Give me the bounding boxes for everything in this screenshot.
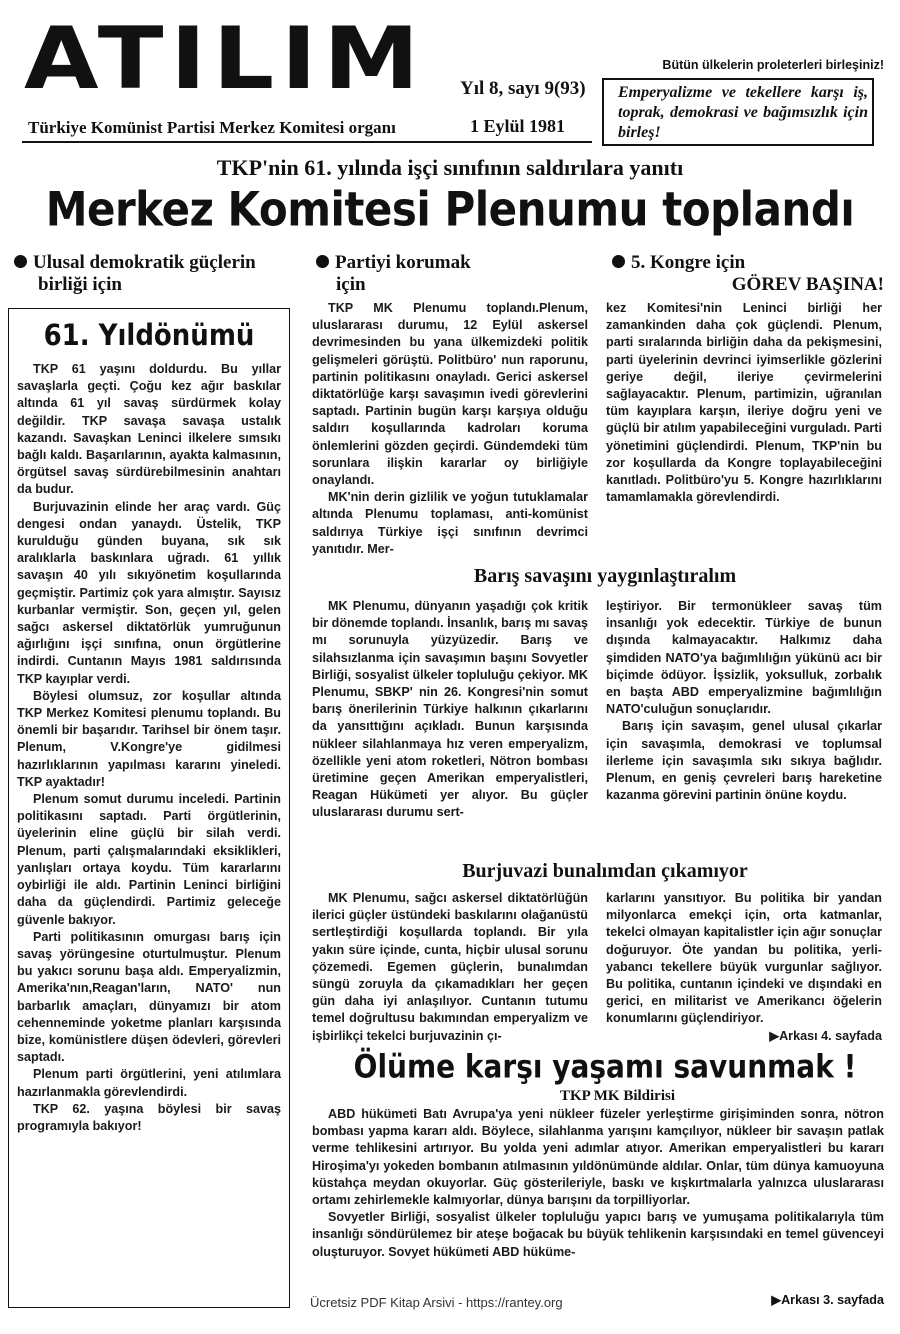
bourgeoisie-paragraph-1: MK Plenumu, sağcı askersel diktatörlüğün ilerici güçler üstündeki baskılarını olağanüstü sertleştirdiği koşullarda toplandı. Bir yıla yakın süre içinde, cunta, hiçbir ulusal sorunu çözemedi. Egemen güçlerin, bunalımdan süngü zoruyla da çıkamadıkları her geçen gün daha iyi anlaşılıyor. Cuntanın tutumu temel doğrultusu bakımından emperyalizm ve işbirlikçi tekelci burjuvazinin çı- [312,891,588,1043]
bourgeoisie-section-heading: Burjuvazi bunalımdan çıkamıyor [462,860,748,882]
bullet-head-2 [316,252,586,296]
main-headline: Merkez Komitesi Plenumu toplandı [45,182,855,237]
issue-date: 1 Eylül 1981 [470,116,566,136]
anniversary-paragraph: Parti politikasının omurgası barış için savaş yörüngesine oturtulmuştur. Plenum bu yakıcı sorunu başa aldı. Emperyalizmin, Amerika'nın,Reagan'ların, NATO' nun barbarlık amaçları, dünyamızı bir atom cehenneminde yoketme planları karşısında bize, komünistlere düşen ödevleri, görevleri saptadı. [17,929,281,1065]
anniversary-paragraph: Burjuvazinin elinde her araç vardı. Güç dengesi ondan yanaydı. Üstelik, TKP kurulduğu günden buyana, sık sık aralıklarla baskınlara uğradı. 61 yıllık savaşın 40 yılı sıkıyönetim koşullarında geçmiştir. Partimiz çok yara almıştır. Sayısız kurbanlar vermiştir. Son, geçen yıl, gelen sağcı askersel diktatörlük yumruğunun ağırlığını işçi sınıfına, onun örgütlerine indirdi. Cuntanın Mayıs 1981 saldırısında TKP kayıplar verdi. [17,499,281,686]
bullet-head-1 [14,252,294,296]
bullet-dot-icon [14,255,27,268]
bullet-head-2-line2: için [336,274,366,295]
peace-section-heading: Barış savaşını yaygınlaştıralım [473,565,737,587]
bullet-head-1-line1: Ulusal demokratik güçlerin [33,252,256,273]
peace-paragraph-2: leştiriyor. Bir termonükleer savaş tüm insanlığı yok edecektir. Türkiye de bunun dışında kalmayacaktır. Halkımız daha şimdiden NATO'ya bağımlılığın yükünü acı bir biçimde ödüyor. İşsizlik, yoksulluk, zorbalık en başta ABD emperyalizmine bağımlılığın NATO'culuğun sonuçlarıdır. [606,599,882,717]
footer-watermark: Ücretsiz PDF Kitap Arsivi - https://rantey.org [310,1295,563,1310]
peace-column-b [606,598,882,804]
anniversary-paragraph: Böylesi olumsuz, zor koşullar altında TKP Merkez Komitesi plenumu toplandı. Bu önemli bir başarıdır. Tarihsel bir önem taşır. Plenum, V.Kongre'ye gidilmesi hazırlıklarının yapılması kararını yineledi. TKP ayaktadır! [17,688,281,789]
lead-column-2 [312,300,588,558]
anniversary-paragraph: TKP 61 yaşını doldurdu. Bu yıllar savaşlarla geçti. Çoğu kez ağır baskılar altında 61 yıl savaş sürdürmek kolay değildir. TKP savaşa savaşa ustalık kazandı. Savaşkan Leninci ilkelere sımsıkı bağlı kaldı. Başarılarının, ayakta kalmasının, örgütsel savaş sürdürebilmesinin anahtarı da budur. [17,362,281,497]
masthead-subtitle: Türkiye Komünist Partisi Merkez Komitesi organı [28,118,396,137]
lead-paragraph-2: MK'nin derin gizlilik ve yoğun tutuklamalar altında Plenumu toplaması, anti-komünist saldırıya Türkiye işçi sınıfının devrimci yanıtıdır. Mer- [312,490,588,556]
bourgeoisie-column-a [312,890,588,1045]
anniversary-title: 61. Yıldönümü [43,319,255,353]
bullet-dot-icon [612,255,625,268]
life-section-heading: Ölüme karşı yaşamı savunmak ! [353,1047,857,1086]
anniversary-paragraph: Plenum somut durumu inceledi. Partinin politikasını saptadı. Parti örgütlerinin, üyelerinin eline güçlü bir silah verdi. Plenum, parti çalışmalarındaki eksiklikleri, yanlışları ortaya koydu. Tüm kararlarını oybirliği ile aldı. Partinin Leninci birliğini daha da güçlendirdi. Partimiz geleceğe güvenle bakıyor. [17,792,281,927]
bourgeoisie-paragraph-2: karlarını yansıtıyor. Bu politika bir yandan milyonlarca emekçi için, orta katmanlar, tekelci olmayan kapitalistler için ağır sonuçlar doğuruyor. Öte yandan bu politika, yerli-yabancı tekellere büyük vurgunlar sağlıyor. Bu politika, cuntanın içindeki ve dışındaki en gerici, en militarist ve Amerikancı öğelerin konumlarını güçlendiriyor. [606,891,882,1026]
peace-column-a [312,598,588,822]
lead-paragraph-3: kez Komitesi'nin Leninci birliği her zamankinden daha çok güçlendi. Plenum, parti sıralarında birliğin daha da pekişmesini, parti üyelerinin devrinci iyimserlikle gözlerini geriye değil, ileriye çevirmelerini sağlayacaktır. Plenum, partimizin, uğranılan tüm kayıplara karşın, ileriye doğru yeni ve güçlü bir atılım yapabileceğini vurguladı. Parti yönetimini güçlendirdi. Plenum, TKP'nin bu zor koşullarda da Kongre toplayabileceğini kanıtladı. Politbüro'yu 5. Kongre hazırlıklarını tamamlamakla görevlendirdi. [606,301,882,505]
life-paragraph-1: ABD hükümeti Batı Avrupa'ya yeni nükleer füzeler yerleştirme girişiminden sonra, nötron bombası yapma kararı aldı. Böylece, silahlanma yarışını kamçılıyor, nükleer bir savaşın patlak verme tehlikesini artırıyor. Bu yolda yeni adımlar atıyor. Amerikan emperyalistleri bu kararı Hiroşima'yı yokeden bombanın atılmasının yıldönümünde aldılar. Onlar, tüm dünya kamuoyuna küstahça meydan okuyorlar. Güç gösterileriyle, baskı ve kışkırtmalarla yalnızca uluslararası ortamı zehirlemekle kalmıyorlar, dünya barışını da torpilliyorlar. [312,1107,884,1208]
lead-paragraph-1: TKP MK Plenumu toplandı.Plenum, uluslararası durumu, 12 Eylül askersel devrimesinden bu yana ülkemizdeki politik gelişmeleri görüştü. Politbüro' nun raporunu, partinin politikasını onayladı. Gerici askersel diktatörlüğe karşı savaşımın ivedi görevlerini saptadı. Partinin bugün karşı karşıya olduğu saldırı koşullarında kadroları koruma önlemlerini gözden geçirdi. Gündemdeki tüm sorunlara ilişkin kararlar oy birliğiyle onaylandı. [312,301,588,488]
newspaper-logo: ATILIM [24,9,426,109]
kicker: TKP'nin 61. yılında işçi sınıfının saldırılara yanıtı [216,155,684,180]
continued-page-4: ▶Arkası 4. sayfada [769,1028,882,1043]
slogan-top: Bütün ülkelerin proleterleri birleşiniz! [662,58,884,72]
bourgeoisie-column-b [606,890,882,1045]
life-section-body [312,1106,884,1261]
life-section-byline: TKP MK Bildirisi [560,1088,676,1104]
slogan-box: Emperyalizme ve tekellere karşı iş, toprak, demokrasi ve bağımsızlık için birleş! [602,78,874,146]
life-paragraph-2: Sovyetler Birliği, sosyalist ülkeler topluluğu yapıcı barış ve yumuşama politikalarıyla tüm insanlığı söndürülemez bir ateşe boğacak bu büyük tehlikenin karşısındaki en temel güvenceyi oluşturuyor. Sovyet hükümeti ABD hüküme- [312,1210,884,1259]
bullet-dot-icon [316,255,329,268]
lead-column-3 [606,300,882,506]
anniversary-paragraph: TKP 62. yaşına böylesi bir savaş programıyla bakıyor! [17,1101,281,1133]
bullet-head-2-line1: Partiyi korumak [335,252,471,273]
bullet-head-3-line2: GÖREV BAŞINA! [731,274,884,295]
bullet-head-3-line1: 5. Kongre için [631,252,746,273]
peace-paragraph-1: MK Plenumu, dünyanın yaşadığı çok kritik bir dönemde toplandı. İnsanlık, barış mı savaş mı sorunuyla yüzyüzedir. Barış ve silahsızlanma için savaşımın başını Sovyetler Birliği, sosyalist ülkeler topluluğu çekiyor. MK Plenumu, SBKP' nin 26. Kongresi'nin somut barış önerilerinin Türkiye halkının çıkarlarını da yansıttığını açıkladı. Bunun karşısında nükleer silahlanmaya hız veren emperyalizm, özellikle yeni atom roketleri, Nötron bombası üretimine geçen Amerikan emperyalistleri, Reagan Hükümeti yer alıyor. Bu güçler uluslararası durumu sert- [312,599,588,820]
anniversary-box [8,308,290,1308]
peace-paragraph-3: Barış için savaşım, genel ulusal çıkarlar için savaşımla, demokrasi ve toplumsal ilerleme için savaşımla sıkı sıkıya bağlıdır. Plenum, en geniş çevreleri barış hareketine kazanma görevini partinin önüne koydu. [606,719,882,803]
masthead-rule [22,141,592,143]
bullet-head-1-line2: birliği için [38,274,122,295]
bullet-head-3 [612,252,884,296]
anniversary-body [17,361,281,1135]
continued-page-3: ▶Arkası 3. sayfada [771,1293,884,1307]
anniversary-paragraph: Plenum parti örgütlerini, yeni atılımlara hazırlanmakla görevlendirdi. [17,1067,281,1099]
issue-number: Yıl 8, sayı 9(93) [460,78,586,99]
